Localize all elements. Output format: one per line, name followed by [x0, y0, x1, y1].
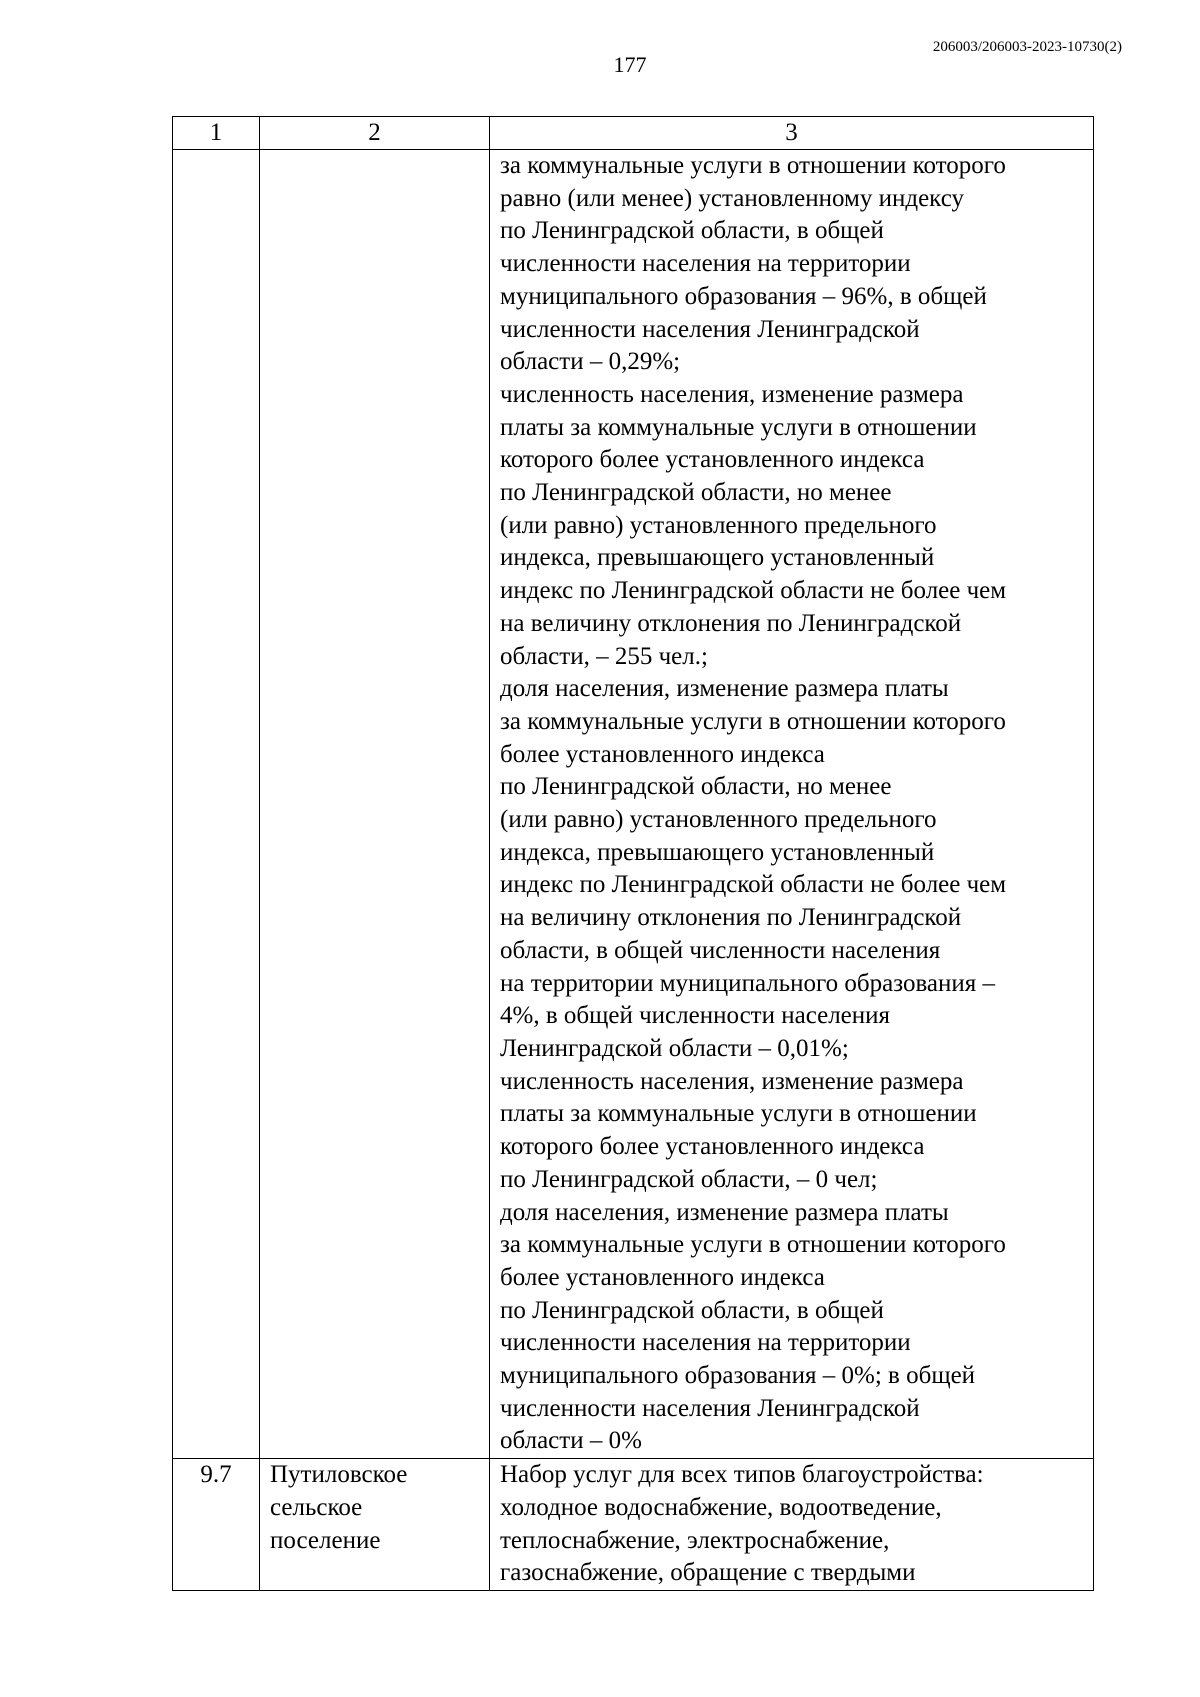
settlement-name-cell [260, 150, 490, 1459]
column-header-2: 2 [260, 117, 490, 150]
text-line: платы за коммунальные услуги в отношении [500, 1100, 977, 1128]
text-line: индекса, превышающего установленный [500, 544, 935, 572]
text-line: области, в общей численности населения [500, 936, 941, 964]
table-row [173, 150, 1094, 1459]
text-line: индекс по Ленинградской области не более чем [500, 577, 1007, 605]
text-line: за коммунальные услуги в отношении которого [500, 152, 1006, 179]
text-line: Путиловское [270, 1461, 408, 1489]
text-line: индекс по Ленинградской области не более чем [500, 871, 1007, 899]
indicator-text-cell [490, 1459, 1094, 1591]
text-line: которого более установленного индекса [500, 446, 925, 474]
text-line: (или равно) установленного предельного [500, 511, 937, 539]
text-line: платы за коммунальные услуги в отношении [500, 413, 977, 441]
text-line: которого более установленного индекса [500, 1133, 925, 1161]
document-id: 206003/206003-2023-10730(2) [932, 39, 1122, 55]
text-line: муниципального образования – 96%, в общей [500, 282, 987, 310]
text-line: Набор услуг для всех типов благоустройства: [500, 1461, 984, 1489]
text-line: на территории муниципального образования – [500, 969, 996, 997]
text-line: области, – 255 чел.; [500, 642, 708, 670]
text-line: по Ленинградской области, в общей [500, 217, 884, 245]
row-number-cell: 9.7 [173, 1459, 260, 1591]
text-line: Ленинградской области – 0,01%; [500, 1034, 849, 1062]
text-line: муниципального образования – 0%; в общей [500, 1362, 976, 1390]
text-line: области – 0% [500, 1427, 642, 1455]
text-line: численность населения, изменение размера [500, 1067, 964, 1095]
text-line: доля населения, изменение размера платы [500, 1198, 949, 1226]
text-line: по Ленинградской области, в общей [500, 1296, 884, 1324]
text-line: 4%, в общей численности населения [500, 1002, 891, 1030]
text-line: по Ленинградской области, но менее [500, 773, 892, 801]
text-line: численность населения, изменение размера [500, 380, 964, 408]
text-line: равно (или менее) установленному индексу [500, 184, 964, 212]
data-table [172, 116, 1094, 1591]
text-line: теплоснабжение, электроснабжение, [500, 1526, 890, 1554]
row-number-cell [173, 150, 260, 1459]
text-line: за коммунальные услуги в отношении которого [500, 1231, 1006, 1259]
text-line: индекса, превышающего установленный [500, 838, 935, 866]
text-line: (или равно) установленного предельного [500, 806, 937, 834]
text-line: численности населения Ленинградской [500, 1394, 920, 1422]
text-line: численности населения на территории [500, 1329, 911, 1357]
text-line: более установленного индекса [500, 1263, 825, 1291]
text-line: области – 0,29%; [500, 348, 681, 376]
text-line: по Ленинградской области, но менее [500, 479, 892, 507]
indicator-text-cell [490, 150, 1094, 1459]
text-line: доля населения, изменение размера платы [500, 675, 949, 703]
text-line: на величину отклонения по Ленинградской [500, 609, 962, 637]
column-header-1: 1 [173, 117, 260, 150]
page-number: 177 [613, 52, 647, 77]
text-line: холодное водоснабжение, водоотведение, [500, 1493, 942, 1521]
text-line: численности населения на территории [500, 250, 911, 278]
table-row [173, 1459, 1094, 1591]
text-line: на величину отклонения по Ленинградской [500, 904, 962, 932]
text-line: более установленного индекса [500, 740, 825, 768]
column-header-3: 3 [490, 117, 1094, 150]
text-line: по Ленинградской области, – 0 чел; [500, 1165, 878, 1193]
text-line: численности населения Ленинградской [500, 315, 920, 343]
text-line: поселение [270, 1526, 381, 1554]
table-header-row [173, 117, 1094, 150]
text-line: сельское [270, 1493, 363, 1521]
text-line: газоснабжение, обращение с твердыми [500, 1559, 916, 1587]
settlement-name-cell [260, 1459, 490, 1591]
text-line: за коммунальные услуги в отношении которого [500, 707, 1006, 735]
